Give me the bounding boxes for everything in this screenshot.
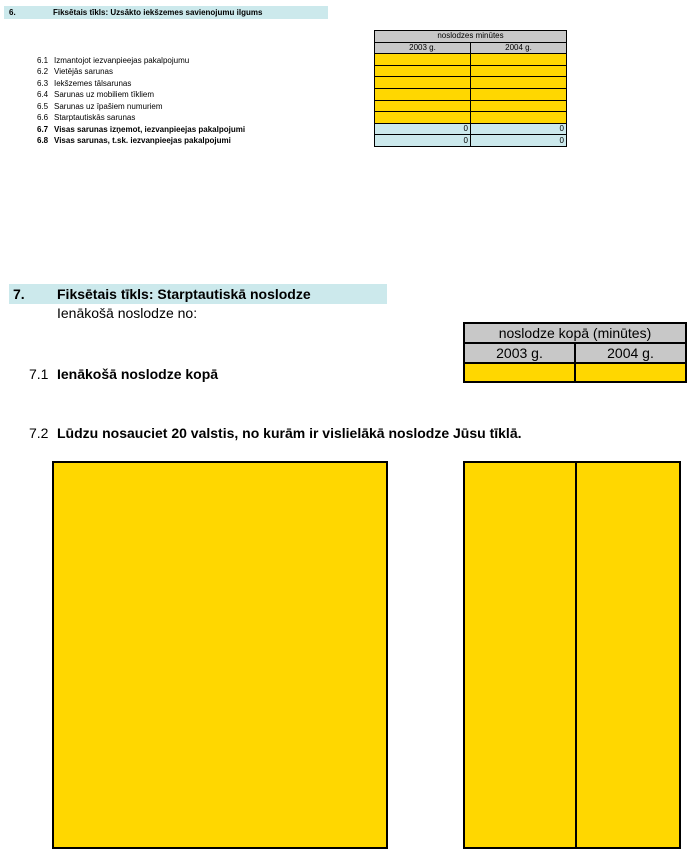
total-6-8-2003: 0 — [375, 135, 471, 147]
input-6-3-2003[interactable] — [375, 77, 471, 89]
row-number: 6.4 — [37, 90, 49, 99]
row-label: Starptautiskās sarunas — [54, 113, 136, 122]
row-label: Sarunas uz īpašiem numuriem — [54, 101, 163, 111]
total-6-7-2003: 0 — [375, 123, 471, 135]
question-7-2-number: 7.2 — [29, 425, 49, 441]
input-6-4-2003[interactable] — [375, 88, 471, 100]
section-6-title: Fiksētais tīkls: Uzsākto iekšzemes savienojumu ilgums — [53, 8, 263, 17]
question-7-2-label: Lūdzu nosauciet 20 valstis, no kurām ir vislielākā noslodze Jūsu tīklā. — [57, 425, 522, 441]
row-6-3 — [37, 79, 131, 89]
row-number: 6.8 — [37, 136, 49, 145]
row-number: 6.3 — [37, 78, 49, 88]
table-header: noslodzes minūtes — [375, 31, 567, 43]
column-divider — [575, 463, 577, 847]
row-6-1 — [37, 56, 189, 66]
year-2003-header: 2003 g. — [375, 42, 471, 54]
section-7-number: 7. — [13, 286, 25, 302]
section-7-title: Fiksētais tīkls: Starptautiskā noslodze — [57, 286, 311, 302]
year-2004-header: 2004 g. — [575, 343, 686, 363]
input-6-5-2003[interactable] — [375, 100, 471, 112]
input-7-1-2004[interactable] — [575, 363, 686, 382]
row-label: Izmantojot iezvanpieejas pakalpojumu — [54, 56, 190, 65]
year-2004-header: 2004 g. — [471, 42, 567, 54]
input-6-3-2004[interactable] — [471, 77, 567, 89]
input-6-2-2003[interactable] — [375, 65, 471, 77]
input-6-1-2003[interactable] — [375, 54, 471, 66]
section-7-subtitle: Ienākošā noslodze no: — [57, 305, 198, 321]
input-7-1-2003[interactable] — [464, 363, 575, 382]
row-label: Vietējās sarunas — [54, 67, 113, 76]
row-6-6 — [37, 113, 135, 123]
total-6-7-2004: 0 — [471, 123, 567, 135]
countries-input-area[interactable] — [52, 461, 388, 849]
row-label: Iekšzemes tālsarunas — [54, 78, 132, 88]
row-label: Visas sarunas izņemot, iezvanpieejas pakalpojumi — [54, 124, 246, 134]
row-number: 6.6 — [37, 113, 49, 122]
input-6-6-2004[interactable] — [471, 112, 567, 124]
row-6-5 — [37, 102, 163, 112]
row-6-4 — [37, 90, 154, 100]
input-6-6-2003[interactable] — [375, 112, 471, 124]
section-7-table — [463, 322, 687, 383]
input-6-4-2004[interactable] — [471, 88, 567, 100]
section-6-number: 6. — [9, 8, 16, 17]
row-6-8 — [37, 136, 231, 146]
table-header: noslodze kopā (minūtes) — [464, 323, 686, 343]
total-6-8-2004: 0 — [471, 135, 567, 147]
section-6-table — [374, 30, 567, 147]
row-label: Sarunas uz mobiliem tīkliem — [54, 90, 155, 99]
row-6-2 — [37, 67, 113, 77]
row-number: 6.2 — [37, 67, 49, 76]
row-number: 6.1 — [37, 56, 49, 65]
input-6-5-2004[interactable] — [471, 100, 567, 112]
question-7-1-label: Ienākošā noslodze kopā — [57, 366, 219, 382]
input-6-2-2004[interactable] — [471, 65, 567, 77]
country-traffic-input-area — [463, 461, 681, 849]
question-7-1-number: 7.1 — [29, 366, 49, 382]
row-6-7 — [37, 125, 245, 135]
input-6-1-2004[interactable] — [471, 54, 567, 66]
row-number: 6.5 — [37, 101, 49, 111]
row-label: Visas sarunas, t.sk. iezvanpieejas pakalpojumi — [54, 136, 231, 145]
row-number: 6.7 — [37, 124, 49, 134]
year-2003-header: 2003 g. — [464, 343, 575, 363]
